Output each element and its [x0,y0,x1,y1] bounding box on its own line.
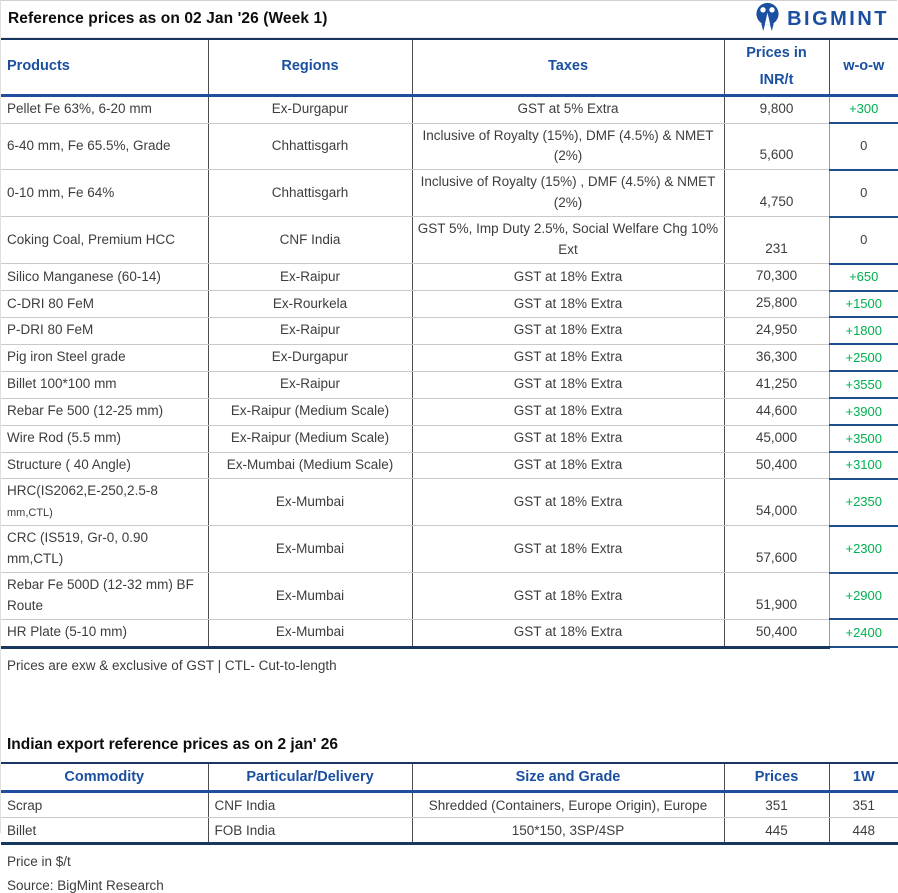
region-cell: Ex-Mumbai [208,479,412,526]
column-header-size-grade: Size and Grade [412,763,724,792]
table-row [1,95,898,123]
export-table-title: Indian export reference prices as on 2 jan' 26 [7,735,339,753]
table-row [1,818,898,844]
table-row [1,344,898,371]
price-cell: 57,600 [724,526,829,573]
price-cell: 50,400 [724,619,829,647]
region-cell: Chhattisgarh [208,123,412,170]
region-cell: Ex-Rourkela [208,291,412,318]
table-row [1,479,898,526]
taxes-cell: GST at 18% Extra [412,371,724,398]
price-cell: 36,300 [724,344,829,371]
taxes-cell: Inclusive of Royalty (15%), DMF (4.5%) & NMET (2%) [412,123,724,170]
region-cell: Ex-Raipur (Medium Scale) [208,425,412,452]
column-header-wow: w-o-w [829,39,898,95]
table-row [1,170,898,217]
one-week-cell: 448 [829,818,898,844]
column-header-commodity: Commodity [1,763,208,792]
price-cell: 70,300 [724,264,829,291]
column-header-regions: Regions [208,39,412,95]
reference-table-note: Prices are exw & exclusive of GST | CTL- Cut-to-length [7,657,337,673]
column-header-prices [724,39,829,95]
price-cell: 25,800 [724,291,829,318]
brand-name: BIGMINT [787,7,889,30]
export-prices-table [1,762,898,846]
region-cell: Ex-Mumbai [208,526,412,573]
product-cell: CRC (IS519, Gr-0, 0.90 mm,CTL) [1,526,208,573]
product-cell: 6-40 mm, Fe 65.5%, Grade [1,123,208,170]
taxes-cell: GST at 18% Extra [412,573,724,620]
price-cell: 54,000 [724,479,829,526]
export-price-cell: 351 [724,792,829,818]
price-cell: 50,400 [724,452,829,479]
table-row [1,371,898,398]
table-row [1,619,898,647]
taxes-cell: GST at 18% Extra [412,317,724,344]
wow-cell: +300 [829,95,898,123]
price-cell: 231 [724,217,829,264]
region-cell: Ex-Mumbai (Medium Scale) [208,452,412,479]
header-bar [1,1,897,38]
price-cell: 45,000 [724,425,829,452]
price-cell: 24,950 [724,317,829,344]
brand-logo [753,1,889,38]
product-cell: HR Plate (5-10 mm) [1,619,208,647]
size-grade-cell: Shredded (Containers, Europe Origin), Europe [412,792,724,818]
taxes-cell: GST at 18% Extra [412,344,724,371]
taxes-cell: GST at 18% Extra [412,479,724,526]
reference-table-body [1,95,898,647]
product-cell: Wire Rod (5.5 mm) [1,425,208,452]
taxes-cell: GST at 18% Extra [412,526,724,573]
table-row [1,291,898,318]
wow-cell: +3900 [829,398,898,425]
taxes-cell: GST at 18% Extra [412,425,724,452]
price-cell: 4,750 [724,170,829,217]
table-row [1,123,898,170]
taxes-cell: GST at 5% Extra [412,95,724,123]
table-row [1,526,898,573]
reference-prices-table [1,38,898,649]
region-cell: Ex-Raipur [208,264,412,291]
product-cell: Coking Coal, Premium HCC [1,217,208,264]
price-cell: 9,800 [724,95,829,123]
column-header-prices-line1: Prices in [746,45,807,61]
taxes-cell: GST at 18% Extra [412,264,724,291]
table-row [1,317,898,344]
region-cell: Ex-Raipur (Medium Scale) [208,398,412,425]
region-cell: CNF India [208,217,412,264]
source-note: Source: BigMint Research [7,878,164,893]
taxes-cell: GST 5%, Imp Duty 2.5%, Social Welfare Chg 10% Ext [412,217,724,264]
size-grade-cell: 150*150, 3SP/4SP [412,818,724,844]
wow-cell: +1800 [829,317,898,344]
region-cell: Ex-Mumbai [208,573,412,620]
taxes-cell: GST at 18% Extra [412,398,724,425]
export-table-body [1,792,898,844]
table-row [1,792,898,818]
export-table-header-row [1,763,898,792]
product-cell: P-DRI 80 FeM [1,317,208,344]
wow-cell: +2300 [829,526,898,573]
wow-cell: +650 [829,264,898,291]
product-cell: Billet 100*100 mm [1,371,208,398]
commodity-cell: Scrap [1,792,208,818]
reference-table-header-row [1,39,898,95]
wow-cell: +3500 [829,425,898,452]
table-row [1,573,898,620]
price-unit-note: Price in $/t [7,854,71,870]
column-header-prices-line2: INR/t [759,71,794,88]
export-price-cell: 445 [724,818,829,844]
product-cell: C-DRI 80 FeM [1,291,208,318]
wow-cell: +3100 [829,452,898,479]
region-cell: Ex-Durgapur [208,95,412,123]
column-header-1w: 1W [829,763,898,792]
wow-cell: 0 [829,170,898,217]
wow-cell: +2900 [829,573,898,620]
taxes-cell: GST at 18% Extra [412,291,724,318]
wow-cell: +2400 [829,619,898,647]
product-suffix: mm,CTL) [7,507,53,520]
price-cell: 51,900 [724,573,829,620]
region-cell: Chhattisgarh [208,170,412,217]
price-cell: 41,250 [724,371,829,398]
column-header-export-prices: Prices [724,763,829,792]
wow-cell: +2500 [829,344,898,371]
commodity-cell: Billet [1,818,208,844]
wow-cell: 0 [829,217,898,264]
taxes-cell: GST at 18% Extra [412,619,724,647]
product-cell: Pig iron Steel grade [1,344,208,371]
price-cell: 5,600 [724,123,829,170]
one-week-cell: 351 [829,792,898,818]
product-cell: Structure ( 40 Angle) [1,452,208,479]
bigmint-logo-icon [753,1,782,38]
column-header-taxes: Taxes [412,39,724,95]
wow-cell: +2350 [829,479,898,526]
delivery-cell: FOB India [208,818,412,844]
table-row [1,452,898,479]
table-row [1,217,898,264]
wow-cell: +1500 [829,291,898,318]
table-row [1,264,898,291]
page-title: Reference prices as on 02 Jan '26 (Week 1) [8,10,328,27]
region-cell: Ex-Raipur [208,371,412,398]
table-row [1,425,898,452]
product-cell: 0-10 mm, Fe 64% [1,170,208,217]
product-cell: Pellet Fe 63%, 6-20 mm [1,95,208,123]
product-cell: Silico Manganese (60-14) [1,264,208,291]
region-cell: Ex-Mumbai [208,619,412,647]
column-header-delivery: Particular/Delivery [208,763,412,792]
wow-cell: +3550 [829,371,898,398]
table-row [1,398,898,425]
delivery-cell: CNF India [208,792,412,818]
wow-cell: 0 [829,123,898,170]
column-header-products: Products [1,39,208,95]
product-cell: HRC(IS2062,E-250,2.5-8 mm,CTL) [1,479,208,526]
taxes-cell: GST at 18% Extra [412,452,724,479]
taxes-cell: Inclusive of Royalty (15%) , DMF (4.5%) & NMET (2%) [412,170,724,217]
price-cell: 44,600 [724,398,829,425]
product-cell: Rebar Fe 500D (12-32 mm) BF Route [1,573,208,620]
region-cell: Ex-Raipur [208,317,412,344]
region-cell: Ex-Durgapur [208,344,412,371]
product-cell: Rebar Fe 500 (12-25 mm) [1,398,208,425]
